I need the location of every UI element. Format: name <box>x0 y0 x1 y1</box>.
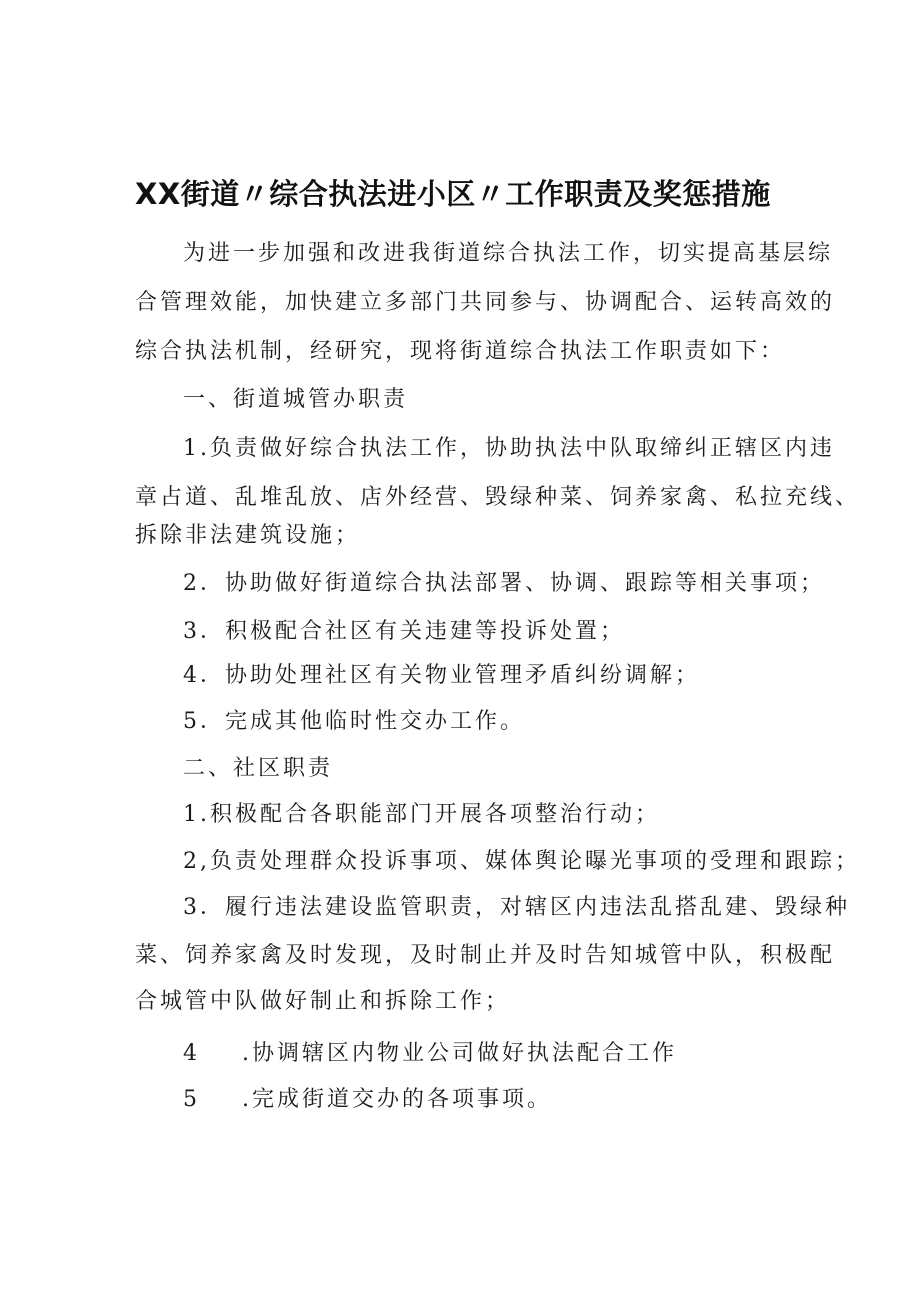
section1-item5: 5．完成其他临时性交办工作。 <box>183 709 525 734</box>
section1-item1-line-3: 拆除非法建筑设施； <box>135 523 361 548</box>
section2-heading: 二、社区职责 <box>183 756 334 781</box>
section2-item4-number: 4 <box>183 1041 200 1066</box>
intro-line-2: 合管理效能，加快建立多部门共同参与、协调配合、运转高效的 <box>135 290 836 315</box>
section2-item4 <box>183 1039 677 1069</box>
section2-item1: 1.积极配合各职能部门开展各项整治行动； <box>183 802 660 827</box>
section2-item5-text: .完成街道交办的各项事项。 <box>242 1087 552 1112</box>
section2-item3-line-2: 菜、饲养家禽及时发现，及时制止并及时告知城管中队，积极配 <box>135 943 836 968</box>
section2-item5-number: 5 <box>183 1087 200 1112</box>
section1-item1-line-2: 章占道、乱堆乱放、店外经营、毁绿种菜、饲养家禽、私拉充线、 <box>135 485 861 510</box>
section2-item3-line-1: 3．履行违法建设监管职责，对辖区内违法乱搭乱建、毁绿种 <box>183 895 850 920</box>
intro-line-3: 综合执法机制，经研究，现将街道综合执法工作职责如下： <box>135 339 786 364</box>
section1-item1-line-1: 1.负责做好综合执法工作，协助执法中队取缔纠正辖区内违 <box>183 436 835 461</box>
document-title: XX街道〃综合执法进小区〃工作职责及奖惩措施 <box>135 177 771 211</box>
section1-item2: 2．协助做好街道综合执法部署、协调、跟踪等相关事项； <box>183 571 825 596</box>
section2-item4-text: .协调辖区内物业公司做好执法配合工作 <box>242 1041 677 1066</box>
section2-item5 <box>183 1085 552 1115</box>
section2-item3-line-3: 合城管中队做好制止和拆除工作； <box>135 989 511 1014</box>
intro-line-1: 为进一步加强和改进我街道综合执法工作，切实提高基层综 <box>183 241 834 266</box>
section1-item4: 4．协助处理社区有关物业管理矛盾纠纷调解； <box>183 663 700 688</box>
section1-heading: 一、街道城管办职责 <box>183 387 409 412</box>
section1-item3: 3．积极配合社区有关违建等投诉处置； <box>183 619 625 644</box>
section2-item2: 2,负责处理群众投诉事项、媒体舆论曝光事项的受理和跟踪； <box>183 849 860 874</box>
